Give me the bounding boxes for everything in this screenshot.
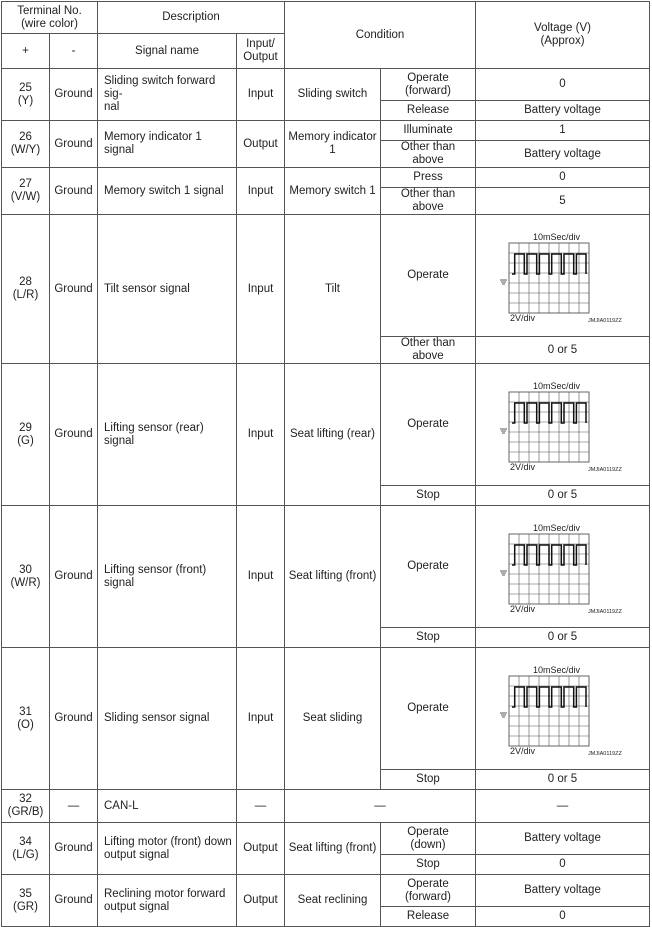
voltage-cell: 0 or 5 <box>476 337 650 364</box>
ground-cell: Ground <box>50 168 98 215</box>
time-div-label: 10mSec/div <box>532 231 580 242</box>
voltage-cell: — <box>476 790 650 823</box>
ground-marker-icon <box>500 571 507 575</box>
condition-cell: Seat reclining <box>285 875 381 927</box>
condition-header: Condition <box>285 2 476 69</box>
volt-div-label: 2V/div <box>509 312 535 323</box>
waveform-cell <box>476 364 650 486</box>
terminal-cell: 26 (W/Y) <box>2 121 50 168</box>
table-row <box>2 69 650 101</box>
plus-header: + <box>2 34 50 69</box>
signal-name-cell: Lifting motor (front) down output signal <box>98 823 237 875</box>
sub-condition-cell: Operate (forward) <box>381 875 476 907</box>
ground-cell: Ground <box>50 364 98 506</box>
condition-cell: Seat lifting (front) <box>285 823 381 875</box>
terminal-header: Terminal No. (wire color) <box>2 2 98 34</box>
condition-cell: Seat lifting (rear) <box>285 364 381 506</box>
volt-div-label: 2V/div <box>509 461 535 472</box>
voltage-cell: 0 <box>476 168 650 188</box>
sub-condition-cell: Stop <box>381 628 476 648</box>
ground-marker-icon <box>500 280 507 284</box>
voltage-cell: Battery voltage <box>476 875 650 907</box>
io-header: Input/ Output <box>237 34 285 69</box>
oscilloscope-waveform <box>493 515 633 619</box>
sub-condition-cell: Stop <box>381 486 476 506</box>
ground-cell: Ground <box>50 215 98 364</box>
pulse-trace <box>512 687 586 707</box>
ground-marker-icon <box>500 429 507 433</box>
time-div-label: 10mSec/div <box>532 380 580 391</box>
voltage-cell: Battery voltage <box>476 823 650 855</box>
waveform-cell <box>476 215 650 337</box>
io-cell: Input <box>237 364 285 506</box>
table-row <box>2 648 650 770</box>
terminal-cell: 27 (V/W) <box>2 168 50 215</box>
table-row <box>2 364 650 486</box>
sub-condition-cell: Press <box>381 168 476 188</box>
table-row <box>2 168 650 188</box>
io-cell: Input <box>237 168 285 215</box>
voltage-header: Voltage (V) (Approx) <box>476 2 650 69</box>
io-cell: Output <box>237 875 285 927</box>
voltage-cell: 5 <box>476 188 650 215</box>
table-row <box>2 790 650 823</box>
signal-name-cell: Tilt sensor signal <box>98 215 237 364</box>
table-row <box>2 506 650 628</box>
signal-name-cell: Sliding switch forward sig- nal <box>98 69 237 121</box>
volt-div-label: 2V/div <box>509 745 535 756</box>
voltage-cell: Battery voltage <box>476 101 650 121</box>
ground-cell: Ground <box>50 121 98 168</box>
sub-condition-cell: Stop <box>381 855 476 875</box>
oscilloscope-waveform <box>493 224 633 328</box>
ground-cell: Ground <box>50 648 98 790</box>
io-cell: Input <box>237 648 285 790</box>
voltage-cell: 0 <box>476 907 650 927</box>
terminal-cell: 32 (GR/B) <box>2 790 50 823</box>
figure-reference-label: JMJIA0119ZZ <box>587 750 622 757</box>
condition-cell: Memory switch 1 <box>285 168 381 215</box>
sub-condition-cell: Release <box>381 907 476 927</box>
io-cell: — <box>237 790 285 823</box>
table-row <box>2 121 650 141</box>
voltage-cell: Battery voltage <box>476 141 650 168</box>
signal-name-cell: Memory switch 1 signal <box>98 168 237 215</box>
terminal-cell: 31 (O) <box>2 648 50 790</box>
terminal-cell: 34 (L/G) <box>2 823 50 875</box>
terminal-cell: 29 (G) <box>2 364 50 506</box>
ground-cell: Ground <box>50 69 98 121</box>
ground-cell: Ground <box>50 506 98 648</box>
signal-name-cell: Memory indicator 1 signal <box>98 121 237 168</box>
io-cell: Input <box>237 215 285 364</box>
terminal-cell: 30 (W/R) <box>2 506 50 648</box>
signal-name-cell: CAN-L <box>98 790 237 823</box>
waveform-cell <box>476 506 650 628</box>
ground-cell: — <box>50 790 98 823</box>
sub-condition-cell: Operate (down) <box>381 823 476 855</box>
time-div-label: 10mSec/div <box>532 664 580 675</box>
oscilloscope-waveform <box>493 657 633 761</box>
condition-cell: Seat sliding <box>285 648 381 790</box>
io-cell: Output <box>237 121 285 168</box>
pulse-trace <box>512 545 586 565</box>
voltage-cell: 0 or 5 <box>476 628 650 648</box>
voltage-cell: 0 <box>476 69 650 101</box>
ground-cell: Ground <box>50 875 98 927</box>
io-cell: Input <box>237 506 285 648</box>
minus-header: - <box>50 34 98 69</box>
voltage-cell: 0 <box>476 855 650 875</box>
sub-condition-cell: Operate <box>381 364 476 486</box>
sub-condition-cell: Operate <box>381 215 476 337</box>
ground-marker-icon <box>500 713 507 717</box>
table-row <box>2 823 650 855</box>
voltage-cell: 0 or 5 <box>476 486 650 506</box>
table-row <box>2 875 650 907</box>
terminal-cell: 35 (GR) <box>2 875 50 927</box>
condition-cell: Memory indicator 1 <box>285 121 381 168</box>
table-row <box>2 215 650 337</box>
io-cell: Output <box>237 823 285 875</box>
sub-condition-cell: Other than above <box>381 337 476 364</box>
condition-cell: Tilt <box>285 215 381 364</box>
figure-reference-label: JMJIA0119ZZ <box>587 317 622 324</box>
figure-reference-label: JMJIA0119ZZ <box>587 608 622 615</box>
figure-reference-label: JMJIA0119ZZ <box>587 466 622 473</box>
terminal-cell: 28 (L/R) <box>2 215 50 364</box>
signal-name-cell: Sliding sensor signal <box>98 648 237 790</box>
sub-condition-cell: Release <box>381 101 476 121</box>
io-cell: Input <box>237 69 285 121</box>
terminal-cell: 25 (Y) <box>2 69 50 121</box>
condition-cell: — <box>285 790 476 823</box>
voltage-cell: 0 or 5 <box>476 770 650 790</box>
sub-condition-cell: Operate <box>381 648 476 770</box>
waveform-cell <box>476 648 650 770</box>
sub-condition-cell: Other than above <box>381 188 476 215</box>
condition-cell: Seat lifting (front) <box>285 506 381 648</box>
signal-name-cell: Lifting sensor (front) signal <box>98 506 237 648</box>
signal-name-cell: Lifting sensor (rear) signal <box>98 364 237 506</box>
signal-name-cell: Reclining motor forward output signal <box>98 875 237 927</box>
oscilloscope-waveform <box>493 373 633 477</box>
sub-condition-cell: Illuminate <box>381 121 476 141</box>
sub-condition-cell: Operate <box>381 506 476 628</box>
sub-condition-cell: Operate (forward) <box>381 69 476 101</box>
pulse-trace <box>512 403 586 423</box>
description-header: Description <box>98 2 285 34</box>
terminal-specification-table <box>1 1 650 927</box>
sub-condition-cell: Other than above <box>381 141 476 168</box>
time-div-label: 10mSec/div <box>532 522 580 533</box>
ground-cell: Ground <box>50 823 98 875</box>
voltage-cell: 1 <box>476 121 650 141</box>
condition-cell: Sliding switch <box>285 69 381 121</box>
volt-div-label: 2V/div <box>509 603 535 614</box>
signal-name-header: Signal name <box>98 34 237 69</box>
sub-condition-cell: Stop <box>381 770 476 790</box>
pulse-trace <box>512 254 586 274</box>
